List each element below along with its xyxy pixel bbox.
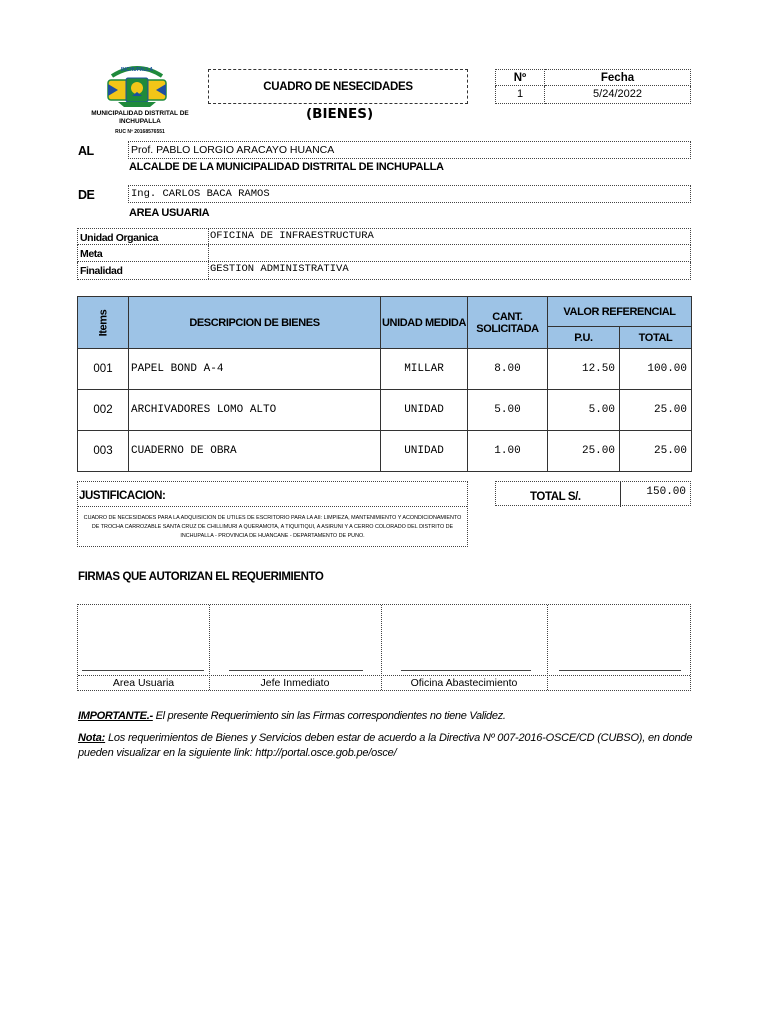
info-row-unidad [77, 228, 691, 245]
municipality-logo [104, 62, 170, 108]
signature-label-oficina-abastecimiento: Oficina Abastecimiento [410, 677, 518, 689]
justification-box [77, 481, 468, 547]
total-header: TOTAL [620, 327, 692, 349]
total-label: TOTAL S/. [530, 491, 581, 503]
item-number: 003 [78, 431, 129, 472]
document-title-box [208, 69, 468, 104]
item-pu: 25.00 [548, 431, 620, 472]
important-text: El presente Requerimiento sin las Firmas correspondientes no tiene Validez. [152, 710, 506, 722]
signature-line [229, 670, 363, 671]
signatures-title: FIRMAS QUE AUTORIZAN EL REQUERIMIENTO [78, 571, 324, 583]
from-label: DE [78, 188, 95, 202]
items-table [77, 296, 692, 472]
to-label: AL [78, 144, 94, 158]
signatures-box [77, 604, 691, 691]
item-total: 100.00 [620, 349, 692, 390]
item-number: 001 [78, 349, 129, 390]
important-label: IMPORTANTE.- [78, 710, 153, 722]
signature-line [401, 670, 531, 671]
logo-seal-text: INCHUPALLA [120, 67, 154, 73]
table-row [78, 349, 692, 390]
info-row-finalidad [77, 262, 691, 280]
item-unit: UNIDAD [381, 390, 468, 431]
from-role: AREA USUARIA [129, 207, 210, 219]
item-description: CUADERNO DE OBRA [129, 431, 381, 472]
number-label: Nº [495, 69, 545, 86]
ruc-number: RUC Nº 20168576551 [115, 129, 165, 135]
document-subtitle: (BIENES) [306, 106, 374, 122]
justification-text: CUADRO DE NECESIDADES PARA LA ADQUISICION DE UTILES DE ESCRITORIO PARA LA AII: LIMPIEZA, MANTENIMIENTO Y ACONDICIONAMIENTO DE TROCHA CARROZABLE SANTA CRUZ DE CHILLIMURI A QUERAMOTA, A TIQUITIQUI, A ASIRUNI Y A CERRO COLORADO DEL DISTRITO DE INCHUPALLA - PROVINCIA DE HUANCANE - DEPARTAMENTO DE PUNO. [83, 515, 462, 539]
item-unit: UNIDAD [381, 431, 468, 472]
ref-value-header: VALOR REFERENCIAL [548, 297, 692, 327]
nota-label: Nota: [78, 732, 106, 744]
item-qty: 1.00 [468, 431, 548, 472]
to-role: ALCALDE DE LA MUNICIPALIDAD DISTRITAL DE INCHUPALLA [129, 161, 444, 173]
item-total: 25.00 [620, 431, 692, 472]
info-table [77, 228, 691, 280]
item-description: PAPEL BOND A-4 [129, 349, 381, 390]
item-description: ARCHIVADORES LOMO ALTO [129, 390, 381, 431]
items-header-label: Items [97, 309, 109, 336]
to-name: Prof. PABLO LORGIO ARACAYO HUANCA [131, 144, 335, 156]
signature-label-jefe-inmediato: Jefe Inmediato [260, 677, 330, 689]
info-label: Unidad Organica [80, 232, 159, 244]
signature-line [559, 670, 681, 671]
justification-title: JUSTIFICACION: [79, 490, 166, 502]
municipality-name: MUNICIPALIDAD DISTRITAL DE INCHUPALLA [91, 110, 189, 125]
table-row [78, 390, 692, 431]
signature-label-area-usuaria: Area Usuaria [112, 677, 175, 689]
item-pu: 5.00 [548, 390, 620, 431]
info-label: Finalidad [80, 265, 123, 277]
info-label: Meta [80, 248, 103, 260]
info-value: OFICINA DE INFRAESTRUCTURA [210, 230, 374, 242]
item-pu: 12.50 [548, 349, 620, 390]
info-value: GESTION ADMINISTRATIVA [210, 263, 349, 275]
date-label: Fecha [545, 69, 691, 86]
item-total: 25.00 [620, 390, 692, 431]
pu-header: P.U. [548, 327, 620, 349]
date-value: 5/24/2022 [545, 86, 691, 104]
item-number: 002 [78, 390, 129, 431]
item-qty: 8.00 [468, 349, 548, 390]
important-note [78, 710, 506, 722]
signature-line [82, 670, 204, 671]
info-row-meta [77, 245, 691, 262]
document-title: CUADRO DE NESECIDADES [263, 80, 413, 93]
item-unit: MILLAR [381, 349, 468, 390]
to-name-field [128, 141, 691, 159]
total-value: 150.00 [620, 482, 692, 507]
number-date-grid [495, 69, 691, 104]
from-name-field [128, 185, 691, 203]
qty-header: CANT. SOLICITADA [468, 297, 548, 349]
unit-header: UNIDAD MEDIDA [381, 297, 468, 349]
number-value: 1 [495, 86, 545, 104]
nota-note [78, 731, 698, 761]
item-qty: 5.00 [468, 390, 548, 431]
items-header [78, 297, 129, 349]
nota-text: Los requerimientos de Bienes y Servicios deben estar de acuerdo a la Directiva Nº 007-2016-OSCE/CD (CUBSO), en donde pueden visualizar en la siguiente link: http://portal.osce.gob.pe/osce/ [78, 732, 693, 759]
table-row [78, 431, 692, 472]
from-name: Ing. CARLOS BACA RAMOS [131, 188, 270, 200]
description-header: DESCRIPCION DE BIENES [129, 297, 381, 349]
total-box [495, 481, 691, 506]
